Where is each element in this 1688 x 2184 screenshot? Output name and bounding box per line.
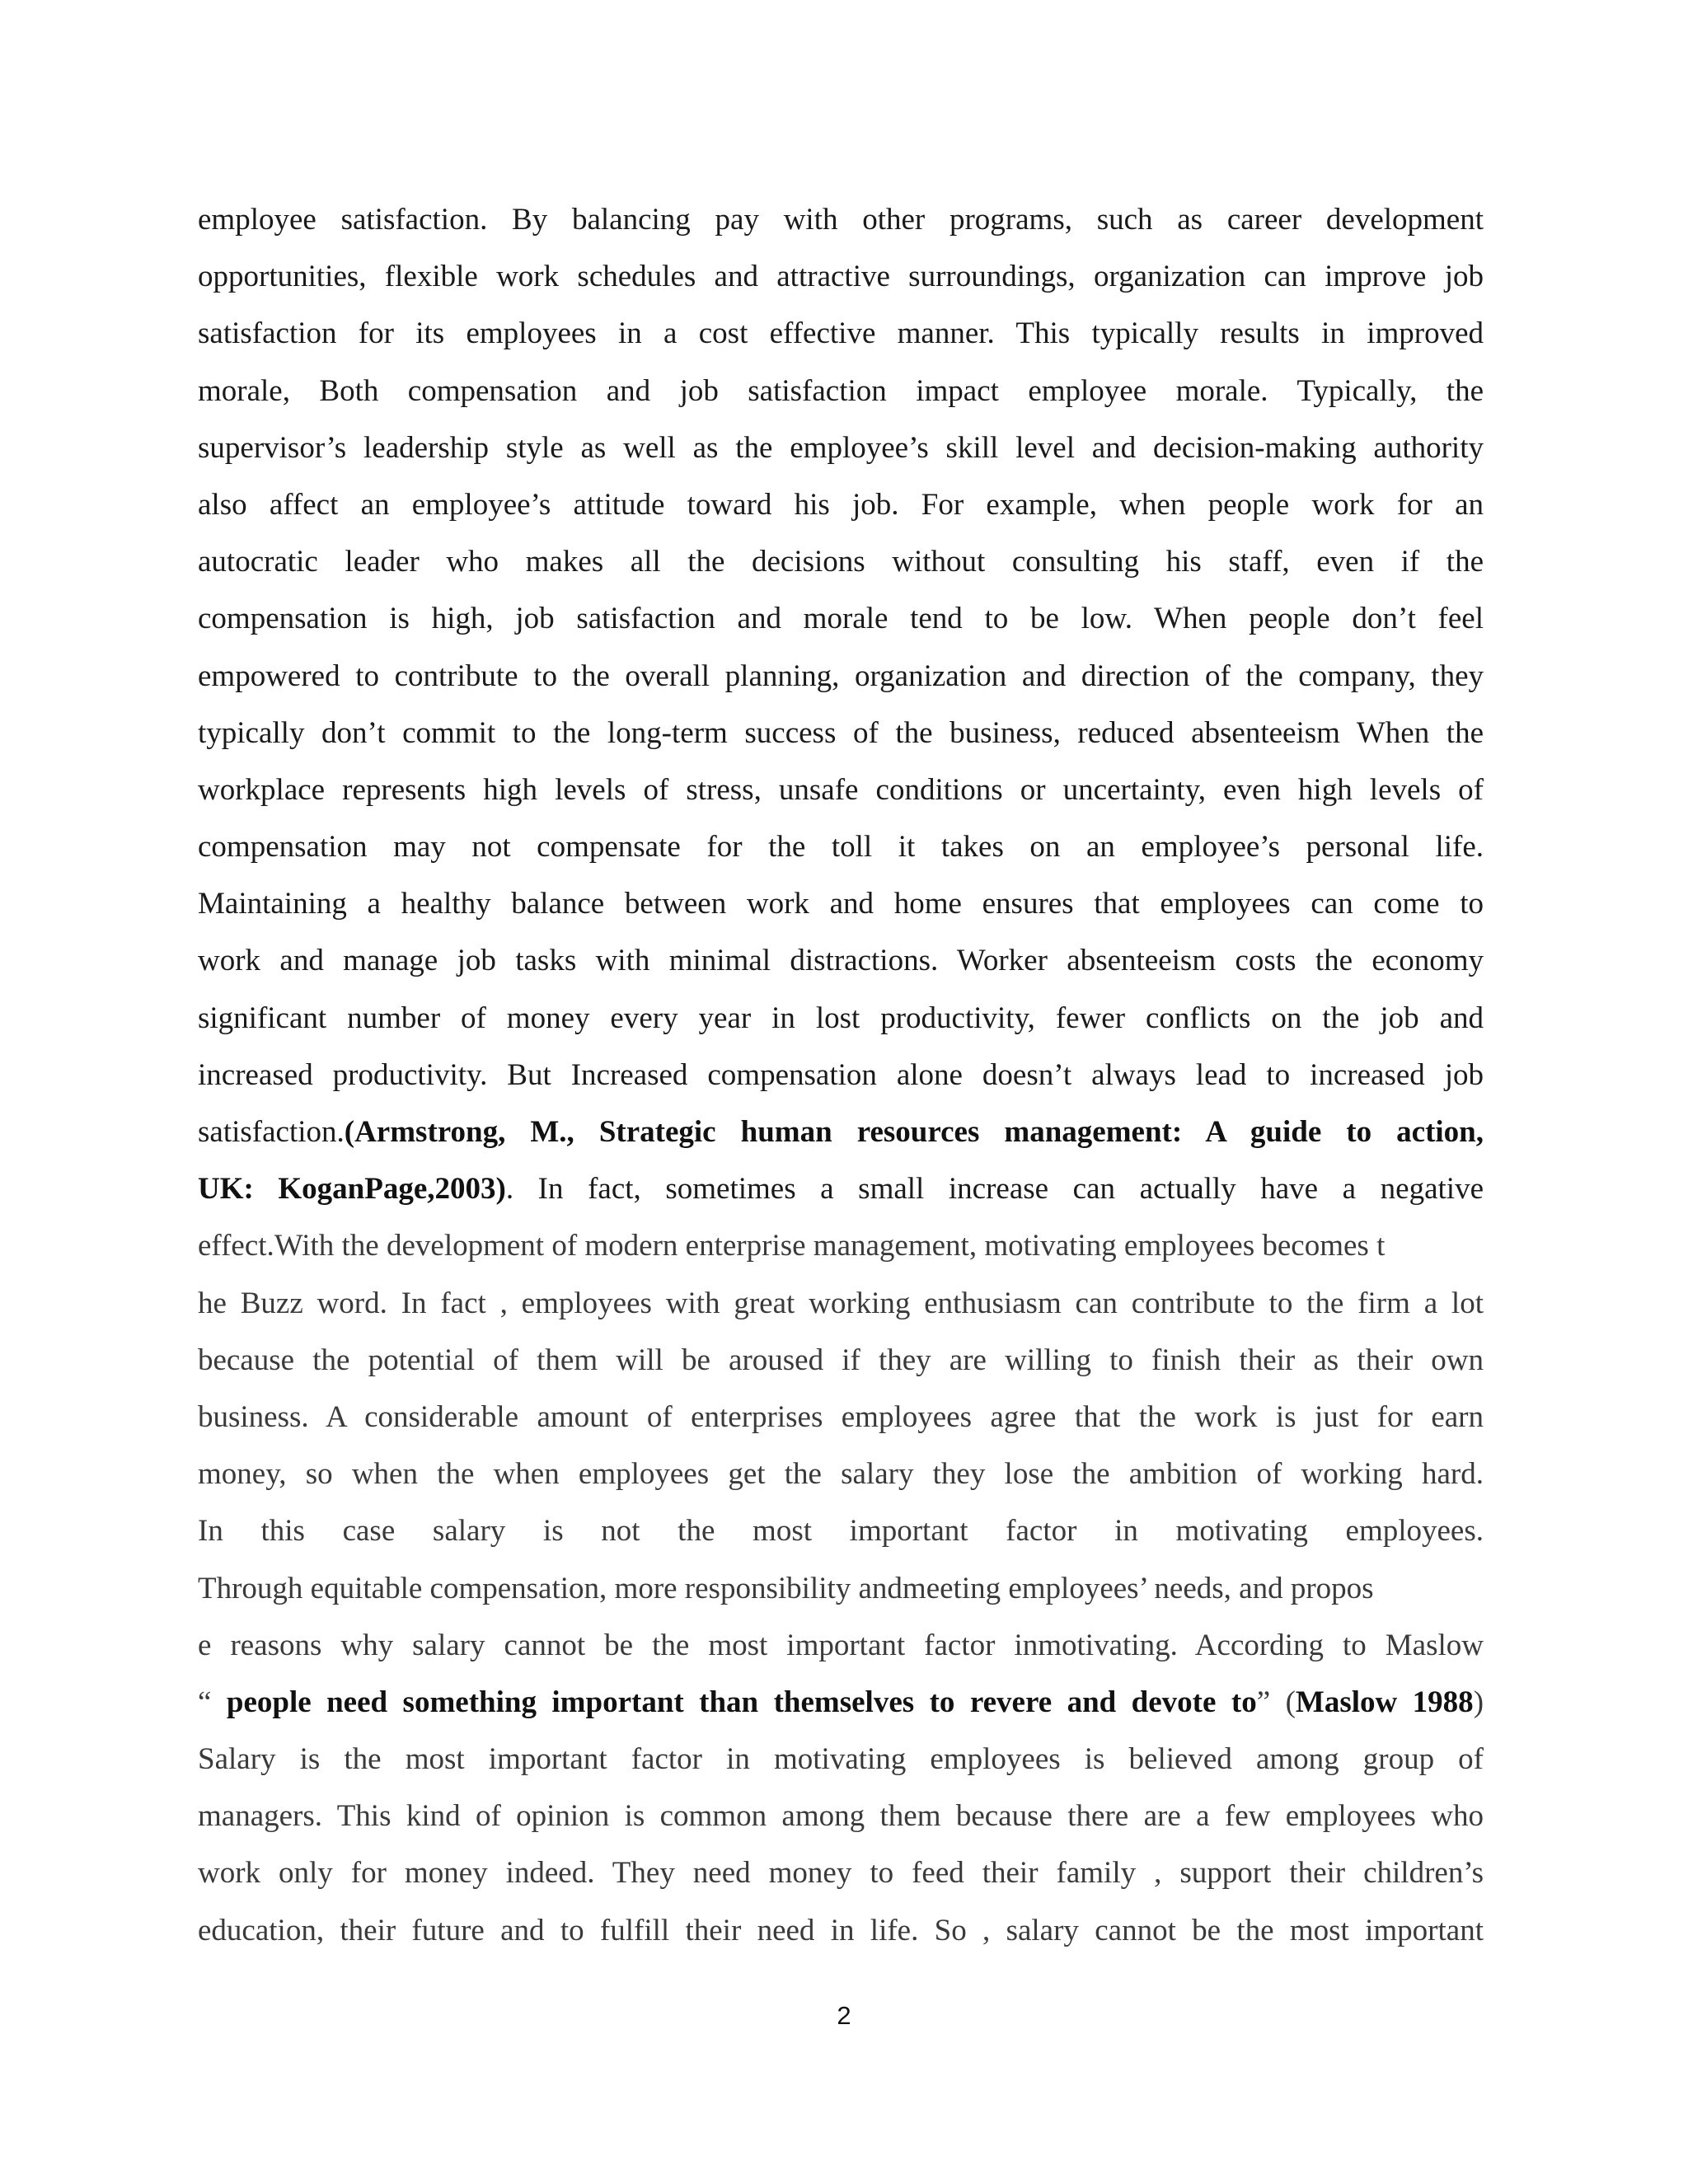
text-line: because the potential of them will be aroused if they are willing to finish their as their own: [198, 1343, 1484, 1377]
text-line: also affect an employee’s attitude toward his job. For example, when people work for an: [198, 487, 1484, 522]
text-line: compensation may not compensate for the toll it takes on an employee’s personal life.: [198, 830, 1484, 865]
text-span: “: [198, 1685, 227, 1719]
text-line: workplace represents high levels of stress, unsafe conditions or uncertainty, even high levels of: [198, 772, 1484, 807]
text-span: . In fact, sometimes a small increase can actually have a negative: [505, 1172, 1484, 1207]
text-line: typically don’t commit to the long-term success of the business, reduced absenteeism When the: [198, 715, 1484, 750]
text-line: supervisor’s leadership style as well as the employee’s skill level and decision-making authority: [198, 430, 1484, 465]
body-text: [198, 191, 1484, 1959]
text-line: work only for money indeed. They need money to feed their family , support their children’s: [198, 1856, 1484, 1891]
text-line: autocratic leader who makes all the decisions without consulting his staff, even if the: [198, 545, 1484, 579]
text-line: employee satisfaction. By balancing pay with other programs, such as career development: [198, 203, 1484, 237]
text-line: satisfaction for its employees in a cost effective manner. This typically results in improved: [198, 316, 1484, 351]
text-line: effect.With the development of modern enterprise management, motivating employees becomes t: [198, 1229, 1386, 1263]
text-line: morale, Both compensation and job satisfaction impact employee morale. Typically, the: [198, 373, 1484, 408]
citation-bold: Maslow 1988: [1295, 1685, 1474, 1719]
citation-line: [198, 1104, 1484, 1160]
text-line: he Buzz word. In fact , employees with great working enthusiasm can contribute to the firm a lot: [198, 1286, 1484, 1320]
quote-bold: people need something important than themselves to revere and devote to: [226, 1685, 1257, 1719]
text-span: ” (: [1256, 1685, 1296, 1719]
text-line: Through equitable compensation, more responsibility andmeeting employees’ needs, and propos: [198, 1571, 1374, 1605]
text-line: increased productivity. But Increased compensation alone doesn’t always lead to increased job: [198, 1057, 1484, 1092]
text-line: significant number of money every year in lost productivity, fewer conflicts on the job and: [198, 1001, 1484, 1035]
text-line: work and manage job tasks with minimal distractions. Worker absenteeism costs the economy: [198, 944, 1484, 978]
text-line: business. A considerable amount of enterprises employees agree that the work is just for earn: [198, 1399, 1484, 1434]
page-number: 2: [837, 2001, 851, 2030]
text-line: money, so when the when employees get the salary they lose the ambition of working hard.: [198, 1457, 1484, 1492]
citation-line: [198, 1160, 1484, 1217]
text-line: education, their future and to fulfill their need in life. So , salary cannot be the most important: [198, 1913, 1484, 1947]
text-line: compensation is high, job satisfaction and morale tend to be low. When people don’t feel: [198, 602, 1484, 636]
text-line: opportunities, flexible work schedules and attractive surroundings, organization can improve job: [198, 260, 1484, 294]
text-span: satisfaction.: [198, 1115, 345, 1149]
text-line: Maintaining a healthy balance between work and home ensures that employees can come to: [198, 887, 1484, 921]
citation-bold: UK: KoganPage,2003): [198, 1172, 506, 1207]
text-span: ): [1473, 1685, 1484, 1719]
text-line: Salary is the most important factor in motivating employees is believed among group of: [198, 1742, 1484, 1777]
text-line: In this case salary is not the most important factor in motivating employees.: [198, 1514, 1484, 1549]
quote-line: [198, 1674, 1484, 1731]
citation-bold: (Armstrong, M., Strategic human resources management: A guide to action,: [344, 1115, 1484, 1149]
text-line: e reasons why salary cannot be the most important factor inmotivating. According to Maslow: [198, 1628, 1484, 1662]
text-line: managers. This kind of opinion is common among them because there are a few employees who: [198, 1799, 1484, 1834]
text-line: empowered to contribute to the overall planning, organization and direction of the company, they: [198, 658, 1484, 693]
